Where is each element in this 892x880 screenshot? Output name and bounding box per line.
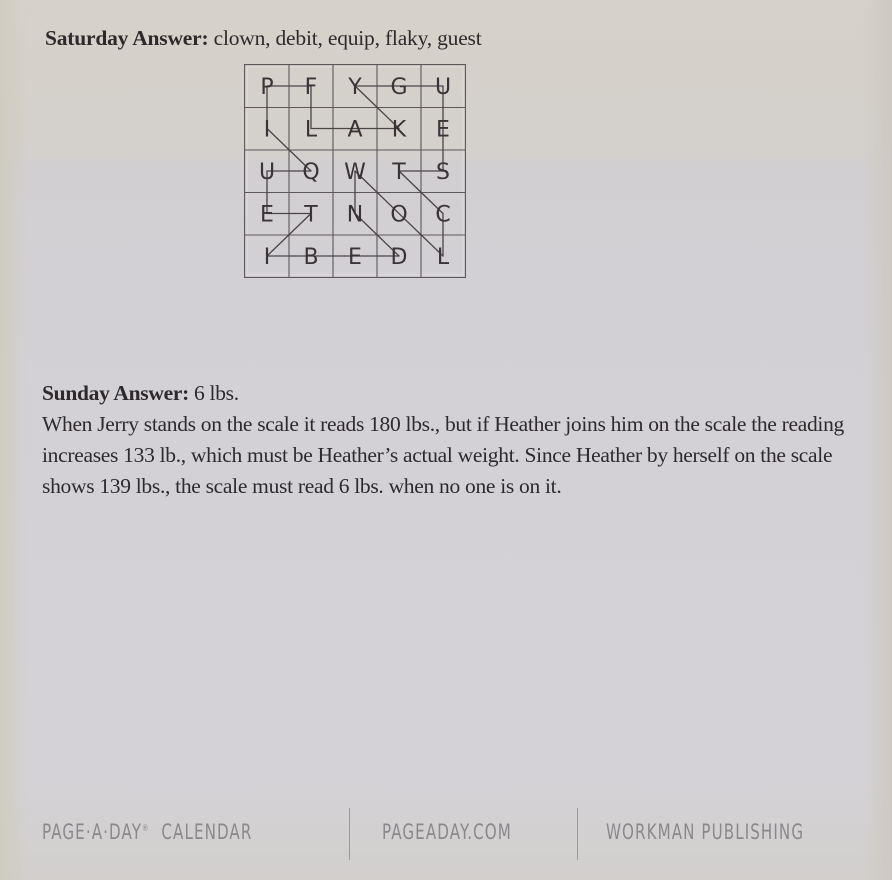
saturday-answer-label: Saturday Answer: bbox=[45, 26, 209, 50]
sunday-answer-heading bbox=[42, 378, 854, 409]
sunday-answer bbox=[42, 378, 854, 502]
registered-mark: ® bbox=[142, 824, 150, 834]
grid-letter: N bbox=[346, 202, 364, 228]
grid-letters bbox=[259, 75, 451, 270]
brand-name bbox=[42, 820, 252, 844]
grid-letter: Q bbox=[302, 160, 320, 185]
footer-divider bbox=[349, 808, 350, 860]
publisher-footer bbox=[42, 808, 862, 860]
grid-letter: P bbox=[260, 75, 274, 100]
grid-letter: K bbox=[391, 117, 407, 143]
grid-letter: E bbox=[260, 202, 274, 228]
grid-letter: B bbox=[303, 245, 319, 270]
sunday-answer-label: Sunday Answer: bbox=[42, 381, 189, 405]
grid-letter: U bbox=[434, 75, 452, 100]
sunday-explanation: When Jerry stands on the scale it reads 180 lbs., but if Heather joins him on the scale the reading increases 133 lb., which must be Heather’s actual weight. Since Heather by herself on the scale shows 139 lbs., the scale must read 6 lbs. when no one is on it. bbox=[42, 412, 844, 498]
grid-letter: S bbox=[436, 160, 450, 185]
saturday-answer bbox=[45, 26, 481, 51]
grid-letter: G bbox=[390, 75, 408, 100]
sunday-answer-value: 6 lbs. bbox=[188, 381, 239, 405]
brand-suffix: CALENDAR bbox=[161, 820, 253, 844]
word-search-solution-svg bbox=[244, 64, 466, 278]
footer-divider bbox=[577, 808, 578, 860]
website-text: PAGEADAY.COM bbox=[382, 820, 512, 844]
grid-letter: C bbox=[435, 202, 451, 228]
grid-letter: T bbox=[392, 160, 406, 185]
grid-letter: W bbox=[344, 160, 366, 185]
grid-letter: O bbox=[390, 202, 408, 228]
saturday-answer-text: clown, debit, equip, flaky, guest bbox=[208, 26, 482, 50]
grid-letter: Y bbox=[348, 75, 362, 100]
brand-text: PAGE·A·DAY bbox=[42, 820, 143, 844]
grid-letter: L bbox=[304, 117, 318, 143]
grid-letter: D bbox=[390, 245, 408, 270]
grid-letter: I bbox=[263, 245, 271, 270]
publisher-name: WORKMAN PUBLISHING bbox=[606, 820, 805, 844]
grid-letter: E bbox=[436, 117, 450, 143]
grid-letter: I bbox=[263, 117, 271, 143]
grid-letter: T bbox=[304, 202, 318, 228]
grid-letter: U bbox=[258, 160, 276, 185]
grid-letter: F bbox=[304, 75, 318, 100]
grid-letter: L bbox=[436, 245, 450, 270]
grid-letter: A bbox=[347, 117, 363, 143]
word-search-grid bbox=[244, 64, 466, 278]
grid-letter: E bbox=[348, 245, 362, 270]
